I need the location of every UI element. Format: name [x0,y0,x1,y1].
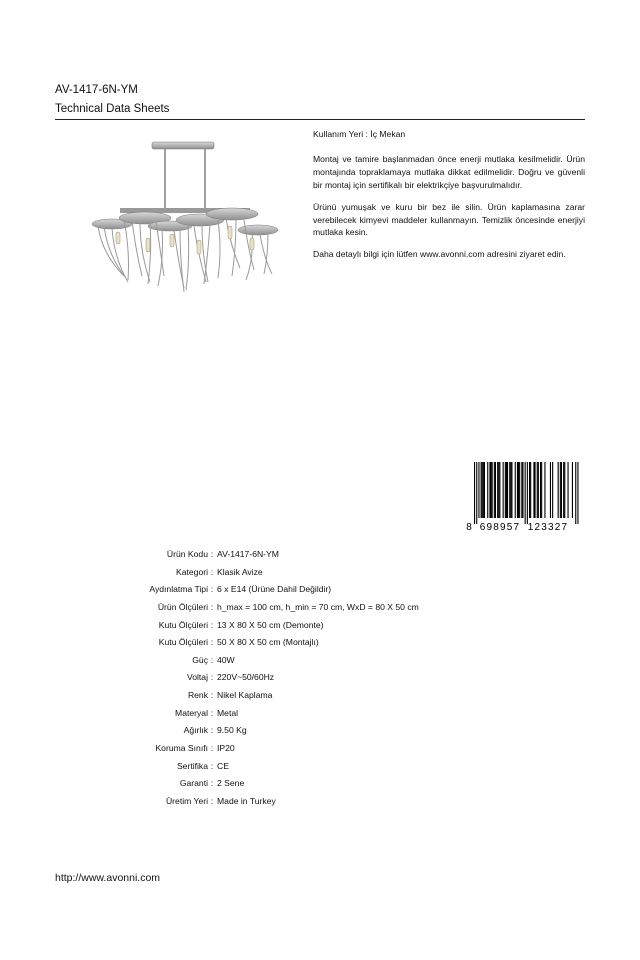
info-text-block [313,128,585,270]
spec-row [60,564,419,582]
spec-separator: : [210,601,214,612]
spec-value: Metal [217,707,239,718]
barcode-bar [505,462,506,518]
spec-separator: : [210,637,214,648]
cleaning-instructions: Ürünü yumuşak ve kuru bir bez ile silin. Ürün kaplamasına zarar verebilecek kimyevi maddeler kullanmayın. Temizlik öncesinde enerjiyi mutlaka kesin. [313,201,585,238]
barcode-bar [538,462,539,518]
usage-location: Kullanım Yeri : İç Mekan [313,129,406,139]
spec-label: Garanti [179,778,208,789]
spec-value: 6 x E14 (Ürüne Dahil Değildir) [217,584,332,595]
barcode-bar [550,462,551,518]
product-code-title: AV-1417-6N-YM [55,84,138,96]
barcode-bar [482,462,483,518]
barcode-bar [495,462,496,518]
barcode-bar [537,462,538,518]
spec-row [60,669,419,687]
barcode-bar [577,462,578,524]
spec-value: 9.50 Kg [217,725,247,736]
spec-label: Üretim Yeri [165,795,208,806]
spec-separator: : [210,690,214,701]
barcode-bar [481,462,482,518]
barcode-right-digits: 123327 [527,522,569,532]
barcode-bar [489,462,490,518]
barcode-bar [515,462,516,518]
barcode-bar [564,462,565,518]
spec-label: Koruma Sınıfı [155,743,208,754]
spec-label: Ağırlık [183,725,208,736]
barcode [464,462,585,532]
spec-label: Renk [187,690,208,701]
barcode-bar [484,462,485,518]
barcode-bar [503,462,504,518]
barcode-left-digits: 698957 [479,522,521,532]
barcode-bar [563,462,564,518]
barcode-bar [519,462,520,518]
barcode-bar [494,462,495,518]
spec-label: Kategori [175,566,208,577]
spec-value: IP20 [217,743,235,754]
barcode-bar [474,462,475,524]
spec-separator: : [210,743,214,754]
barcode-bar [497,462,498,518]
barcode-bar [487,462,488,518]
spec-row [60,634,419,652]
spec-label: Güç [192,654,208,665]
spec-separator: : [210,795,214,806]
barcode-bar [558,462,559,518]
barcode-bar [522,462,523,518]
barcode-bar [540,462,541,518]
spec-value: h_max = 100 cm, h_min = 70 cm, WxD = 80 X 50 cm [217,601,419,612]
barcode-bar [568,462,569,518]
installation-warning: Montaj ve tamire başlanmadan önce enerji mutlaka kesilmelidir. Ürün montajında topraklamaya mutlaka dikkat edilmelidir. Doğru ve güvenli bir montaj için sertifikalı bir elektrikçiye başvurulmalıdır. [313,153,585,190]
spec-row [60,546,419,564]
spec-value: CE [217,760,229,771]
spec-separator: : [210,654,214,665]
header-divider [55,119,585,120]
spec-separator: : [210,584,214,595]
spec-row [60,687,419,705]
chandelier-image [90,130,280,295]
barcode-bar [533,462,534,518]
spec-value: 2 Sene [217,778,245,789]
barcode-bar [525,462,526,524]
spec-row [60,793,419,811]
barcode-bar [572,462,573,518]
barcode-bar [560,462,561,518]
barcode-bar [552,462,553,518]
spec-separator: : [210,549,214,559]
spec-label: Aydınlatma Tipi [149,584,208,595]
website-note: Daha detaylı bilgi için lütfen www.avonni.com adresini ziyaret edin. [313,249,566,260]
barcode-bar [506,462,507,518]
barcode-bar [575,462,576,524]
document-subtitle: Technical Data Sheets [55,103,170,115]
barcode-bar [498,462,499,518]
barcode-bar [491,462,492,518]
barcode-bar [544,462,545,518]
barcode-bar [535,462,536,518]
barcode-bar [478,462,479,518]
spec-value: Made in Turkey [217,795,276,806]
spec-row [60,758,419,776]
spec-value: 220V~50/60Hz [217,672,275,683]
spec-label: Sertifika [176,760,208,771]
spec-value: 13 X 80 X 50 cm (Demonte) [217,619,324,630]
barcode-bar [541,462,542,518]
spec-label: Ürün Kodu [166,549,208,559]
barcode-bar [518,462,519,518]
footer-website-link[interactable]: http://www.avonni.com [55,872,161,884]
barcode-bar [483,462,484,518]
spec-separator: : [210,619,214,630]
spec-value: AV-1417-6N-YM [217,549,279,559]
spec-label: Ürün Ölçüleri [157,601,208,612]
spec-label: Kutu Ölçüleri [158,619,208,630]
spec-value: 40W [217,654,235,665]
spec-value: Klasik Avize [217,566,263,577]
spec-row [60,705,419,723]
barcode-first-digit: 8 [466,522,472,532]
barcode-bar [511,462,512,518]
spec-separator: : [210,725,214,736]
specs-table [60,546,419,811]
barcode-bar [509,462,510,518]
spec-row [60,775,419,793]
spec-value: Nikel Kaplama [217,690,273,701]
spec-row [60,652,419,670]
barcode-bar [517,462,518,518]
spec-row [60,581,419,599]
spec-row [60,722,419,740]
spec-separator: : [210,707,214,718]
barcode-bar [499,462,500,518]
barcode-bar [521,462,522,518]
barcode-bar [530,462,531,518]
spec-separator: : [210,672,214,683]
spec-separator: : [210,566,214,577]
spec-value: 50 X 80 X 50 cm (Montajlı) [217,637,319,648]
spec-separator: : [210,760,214,771]
barcode-bar [507,462,508,518]
spec-label: Materyal [175,707,208,718]
spec-separator: : [210,778,214,789]
spec-row [60,599,419,617]
spec-row [60,617,419,635]
spec-label: Kutu Ölçüleri [158,637,208,648]
barcode-bar [529,462,530,518]
spec-row [60,740,419,758]
barcode-bar [476,462,477,524]
barcode-bar [492,462,493,518]
spec-label: Voltaj [186,672,208,683]
barcode-bars [474,462,579,524]
barcode-bar [510,462,511,518]
barcode-bar [561,462,562,518]
barcode-bar [527,462,528,524]
